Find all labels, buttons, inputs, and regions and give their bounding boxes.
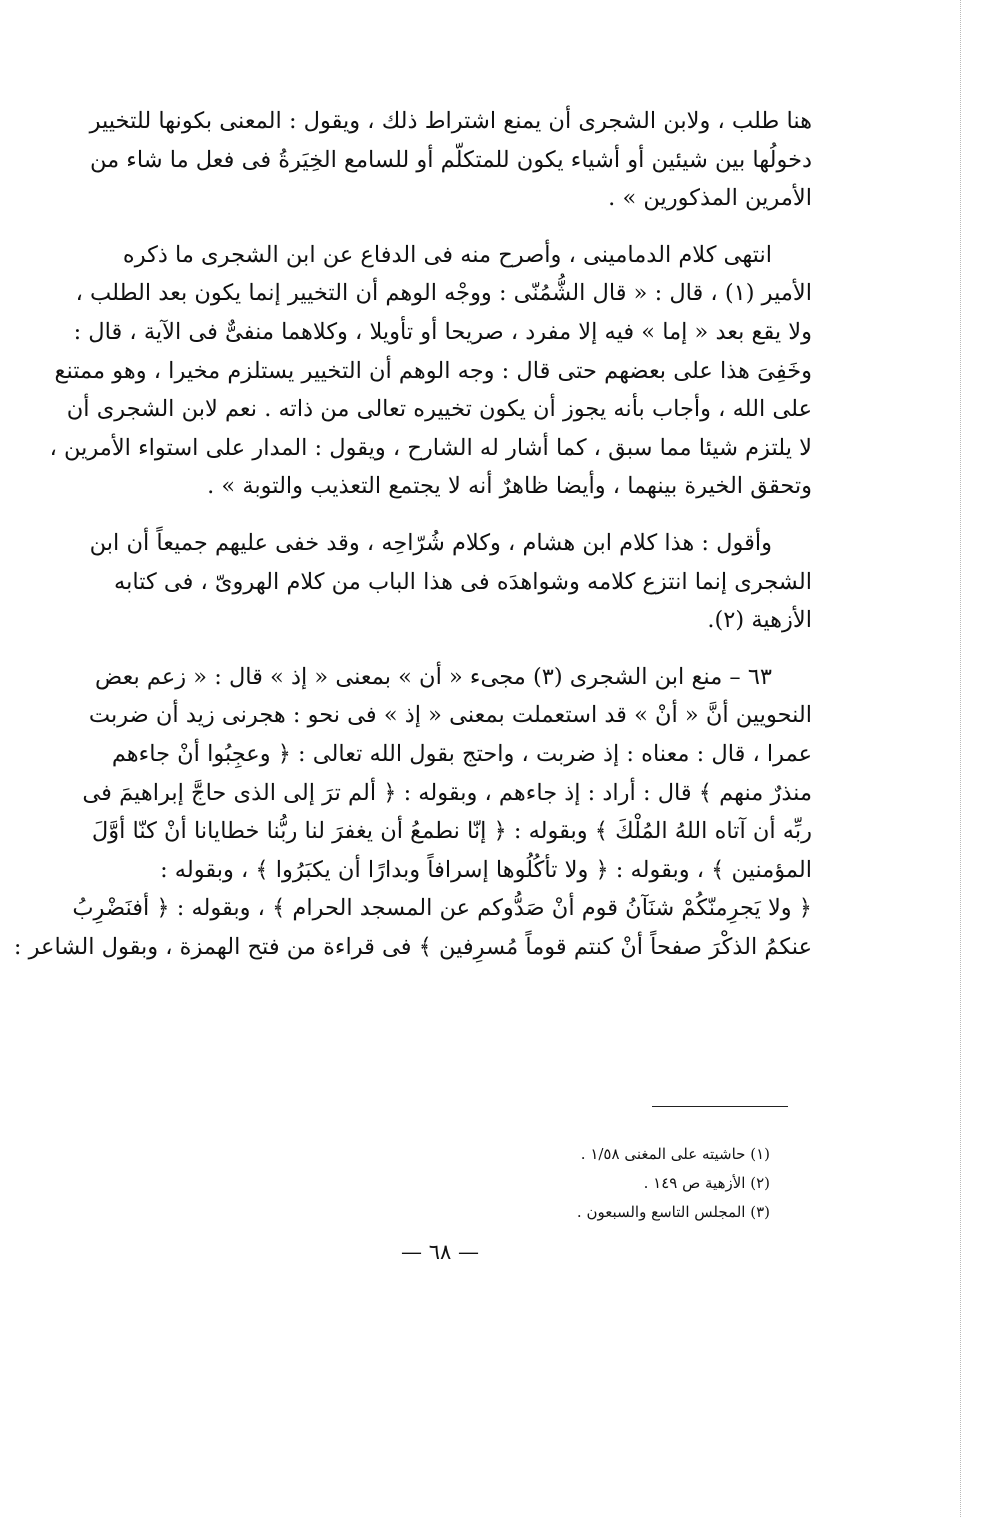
footnote: (٣) المجلس التاسع والسبعون . bbox=[576, 1203, 770, 1221]
text-line: ٦٣ – منع ابن الشجرى (٣) مجىء « أن » بمعنى « إذ » قال : « زعم بعض bbox=[95, 663, 772, 690]
paragraph-3 bbox=[89, 524, 812, 640]
text-line: المؤمنين ﴾ ، وبقوله : ﴿ ولا تأكُلُوها إسرافاً وبدارًا أن يكبَرُوا ﴾ ، وبقوله : bbox=[160, 856, 812, 883]
main-text bbox=[13, 102, 812, 984]
footnotes bbox=[330, 1140, 770, 1227]
footnote: (٢) الأزهية ص ١٤٩ . bbox=[643, 1174, 770, 1192]
text-line: وخَفِىَ هذا على بعضهم حتى قال : وجه الوهم أن التخيير يستلزم مخيرا ، وهو ممتنع bbox=[54, 357, 812, 384]
paragraph-2 bbox=[49, 236, 812, 506]
text-line: ربِّه أن آتاه اللهُ المُلْكَ ﴾ وبقوله : ﴿ إنّا نطمعُ أن يغفرَ لنا ربُّنا خطايانا أنْ كنّا أوَّلَ bbox=[91, 818, 812, 845]
text-line: عمرا ، قال : معناه : إذ ضربت ، واحتج بقول الله تعالى : ﴿ وعجِبُوا أنْ جاءهم bbox=[111, 740, 812, 767]
text-line: وتحقق الخيرة بينهما ، وأيضا ظاهرٌ أنه لا يجتمع التعذيب والتوبة » . bbox=[207, 473, 812, 500]
text-line: ولا يقع بعد « إما » فيه إلا مفرد ، صريحا أو تأويلا ، وكلاهما منفىٌّ فى الآية ، قال : bbox=[73, 318, 812, 345]
text-line: عنكمُ الذكْرَ صفحاً أنْ كنتم قوماً مُسرِفين ﴾ فى قراءة من فتح الهمزة ، وبقول الشاعر : bbox=[13, 933, 812, 960]
footnote: (١) حاشيته على المغنى ١/٥٨ . bbox=[580, 1145, 770, 1163]
text-line: ﴿ ولا يَجرِمنّكُمْ شنَآنُ قوم أنْ صَدُّوكم عن المسجد الحرام ﴾ ، وبقوله : ﴿ أفنَضْرِبُ bbox=[72, 895, 812, 922]
text-line: النحويين أنَّ « أنْ » قد استعملت بمعنى « إذ » فى نحو : هجرنى زيد أن ضربت bbox=[88, 702, 812, 729]
text-line: الأمرين المذكورين » . bbox=[608, 185, 812, 212]
paragraph-4 bbox=[13, 658, 812, 967]
text-line: الشجرى إنما انتزع كلامه وشواهدَه فى هذا الباب من كلام الهروىّ ، فى كتابه bbox=[114, 568, 812, 595]
text-line: الأزهية (٢). bbox=[707, 607, 812, 634]
text-line: على الله ، وأجاب بأنه يجوز أن يكون تخييره تعالى من ذاته . نعم لابن الشجرى أن bbox=[66, 396, 812, 423]
page-number: — ٦٨ — bbox=[401, 1240, 479, 1264]
text-line: لا يلتزم شيئا مما سبق ، كما أشار له الشارح ، ويقول : المدار على استواء الأمرين ، bbox=[49, 434, 812, 461]
footnote-separator bbox=[652, 1106, 788, 1107]
text-line: انتهى كلام الدمامينى ، وأصرح منه فى الدفاع عن ابن الشجرى ما ذكره bbox=[122, 241, 772, 268]
text-line: الأمير (١) ، قال : « قال الشُّمُنّى : ووجْه الوهم أن التخيير إنما يكون بعد الطلب ، bbox=[75, 280, 812, 307]
text-line: منذرٌ منهم ﴾ قال : أراد : إذ جاءهم ، وبقوله : ﴿ ألم ترَ إلى الذى حاجَّ إبراهيمَ فى bbox=[82, 779, 812, 806]
scan-edge bbox=[960, 0, 961, 1517]
text-line: وأقول : هذا كلام ابن هشام ، وكلام شُرّاحِه ، وقد خفى عليهم جميعاً أن ابن bbox=[89, 529, 772, 556]
text-line: دخولُها بين شيئين أو أشياء يكون للمتكلّم أو للسامع الخِيَرةُ فى فعل ما شاء من bbox=[89, 146, 812, 173]
paragraph-1 bbox=[89, 102, 812, 218]
text-line: هنا طلب ، ولابن الشجرى أن يمنع اشتراط ذلك ، ويقول : المعنى بكونها للتخيير bbox=[89, 108, 812, 134]
